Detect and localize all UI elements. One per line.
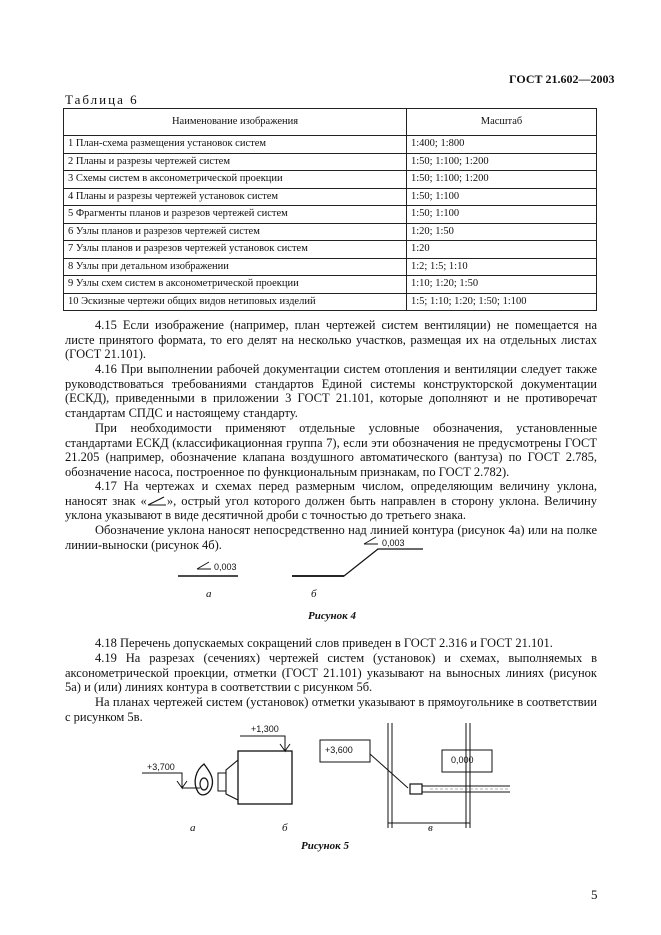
paragraph-4-17-end: », острый угол которого должен быть направлен в сторону уклона. Величину уклона указывают в виде десятичной дроби с точностью до третьего знака. bbox=[65, 493, 598, 522]
cell-scale: 1:5; 1:10; 1:20; 1:50; 1:100 bbox=[407, 293, 597, 311]
cell-name: 4 Планы и разрезы чертежей установок систем bbox=[64, 188, 407, 206]
table-row bbox=[64, 241, 597, 259]
cell-name: 6 Узлы планов и разрезов чертежей систем bbox=[64, 223, 407, 241]
table-header-row bbox=[64, 109, 597, 136]
table-row bbox=[64, 223, 597, 241]
paragraph-4-17 bbox=[65, 479, 597, 523]
paragraph-4-19: 4.19 На разрезах (сечениях) чертежей систем (установок) и схемах, выполняемых в аксонометрической проекции, отметки (ГОСТ 21.101) указывают на выносных линиях (рисунок 5а) и (или) линиях контура в соответствии с рисунком 5б. bbox=[65, 651, 597, 694]
column-header-name: Наименование изображения bbox=[64, 109, 407, 136]
cell-scale: 1:50; 1:100 bbox=[407, 206, 597, 224]
cell-name: 5 Фрагменты планов и разрезов чертежей систем bbox=[64, 206, 407, 224]
mark-a: +3,700 bbox=[147, 762, 175, 772]
figure-5-drawing bbox=[130, 718, 600, 838]
paragraph-4-16-note: При необходимости применяют отдельные условные обозначения, установленные стандартами ЕСКД (классификационная группа 7), если эти обозначения не предусмотрены ГОСТ 21.205 (например, обозначение клапана воздушного автоматического (вантуза) по ГОСТ 2.785, обозначение насоса, построенное по функциональным признакам, по ГОСТ 2.782). bbox=[65, 421, 597, 479]
cell-name: 2 Планы и разрезы чертежей систем bbox=[64, 153, 407, 171]
cell-scale: 1:10; 1:20; 1:50 bbox=[407, 276, 597, 294]
figure-5-caption: Рисунок 5 bbox=[301, 840, 349, 852]
paragraph-4-19-note: На планах чертежей систем (установок) отметки указывают в прямоугольнике в соответствии с рисунком 5в. bbox=[65, 695, 597, 724]
paragraph-4-17-note: Обозначение уклона наносят непосредственно над линией контура (рисунок 4а) или на полке линии-выноски (рисунок 4б). bbox=[65, 523, 597, 552]
paragraph-4-15: 4.15 Если изображение (например, план чертежей систем вентиляции) не помещается на листе принятого формата, то его делят на несколько участков, размещая их на отдельных листах (ГОСТ 21.101). bbox=[65, 318, 597, 361]
cell-scale: 1:50; 1:100 bbox=[407, 188, 597, 206]
slope-sign-icon bbox=[147, 496, 167, 506]
slope-value-a: 0,003 bbox=[214, 562, 237, 572]
table-row bbox=[64, 206, 597, 224]
cell-name: 3 Схемы систем в аксонометрической проекции bbox=[64, 171, 407, 189]
paragraph-4-18: 4.18 Перечень допускаемых сокращений слов приведен в ГОСТ 2.316 и ГОСТ 21.101. bbox=[95, 636, 553, 650]
page-number: 5 bbox=[591, 887, 598, 902]
document-code: ГОСТ 21.602—2003 bbox=[509, 72, 615, 86]
table-row bbox=[64, 136, 597, 154]
cell-scale: 1:50; 1:100; 1:200 bbox=[407, 153, 597, 171]
cell-name: 8 Узлы при детальном изображении bbox=[64, 258, 407, 276]
table-caption: Таблица 6 bbox=[65, 92, 139, 107]
mark-c: +3,600 bbox=[325, 745, 353, 755]
figure-5a-label: а bbox=[190, 822, 196, 834]
table-row bbox=[64, 171, 597, 189]
figure-5c-label: в bbox=[428, 822, 433, 834]
figure-4a-label: а bbox=[206, 588, 212, 600]
paragraph-4-16: 4.16 При выполнении рабочей документации систем отопления и вентиляции следует также руководствоваться требованиями стандартов Единой системы конструкторской документации (ЕСКД), приведенными в приложении 3 ГОСТ 21.101, которые дополняют и не противоречат стандартам СПДС и настоящему стандарту. bbox=[65, 362, 597, 420]
table-row bbox=[64, 293, 597, 311]
cell-scale: 1:400; 1:800 bbox=[407, 136, 597, 154]
table-row bbox=[64, 258, 597, 276]
figure-4b-label: б bbox=[311, 588, 317, 600]
figure-5 bbox=[130, 718, 600, 838]
table-row bbox=[64, 188, 597, 206]
cell-scale: 1:2; 1:5; 1:10 bbox=[407, 258, 597, 276]
slope-value-b: 0,003 bbox=[382, 538, 405, 548]
cell-name: 7 Узлы планов и разрезов чертежей установок систем bbox=[64, 241, 407, 259]
table-row bbox=[64, 276, 597, 294]
column-header-scale: Масштаб bbox=[407, 109, 597, 136]
cell-scale: 1:20; 1:50 bbox=[407, 223, 597, 241]
mark-c-box: 0,000 bbox=[451, 755, 474, 765]
figure-4 bbox=[170, 535, 430, 605]
cell-name: 1 План-схема размещения установок систем bbox=[64, 136, 407, 154]
table-row bbox=[64, 153, 597, 171]
cell-scale: 1:20 bbox=[407, 241, 597, 259]
paragraph-4-17-start: 4.17 На чертежах и схемах перед размерным числом, определяющим величину уклона, наносят знак « bbox=[65, 479, 597, 508]
scales-table bbox=[63, 108, 597, 311]
figure-5b-label: б bbox=[282, 822, 288, 834]
cell-name: 10 Эскизные чертежи общих видов нетиповых изделий bbox=[64, 293, 407, 311]
figure-4-caption: Рисунок 4 bbox=[308, 610, 356, 622]
cell-name: 9 Узлы схем систем в аксонометрической проекции bbox=[64, 276, 407, 294]
mark-b: +1,300 bbox=[251, 724, 279, 734]
cell-scale: 1:50; 1:100; 1:200 bbox=[407, 171, 597, 189]
